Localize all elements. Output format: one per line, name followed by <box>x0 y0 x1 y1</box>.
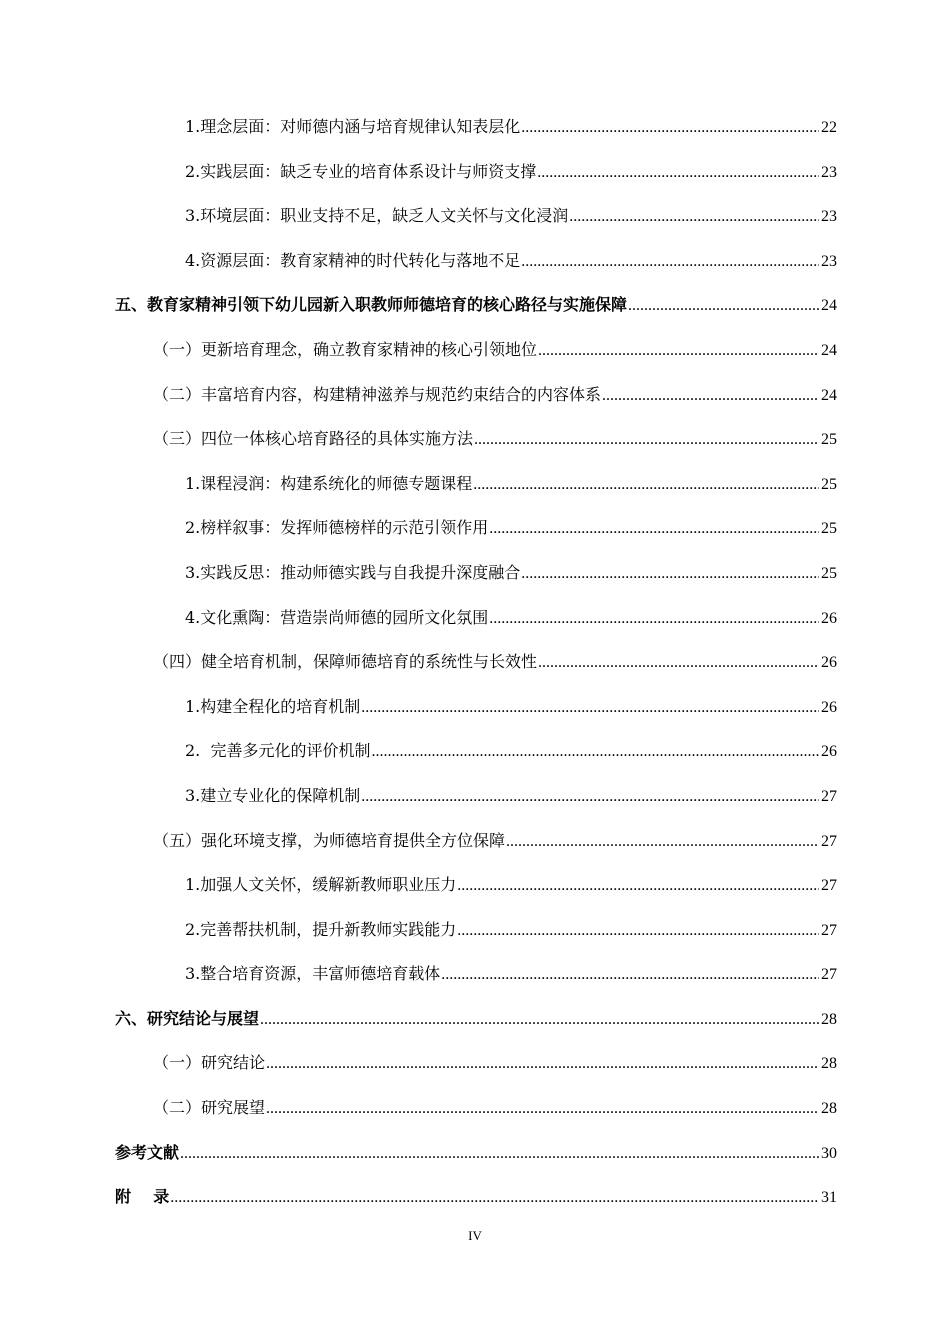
dot-leader <box>170 1175 819 1221</box>
toc-entry-title: （三）四位一体核心培育路径的具体实施方法 <box>153 429 474 449</box>
toc-entry[interactable] <box>115 328 837 373</box>
toc-entry-page: 27 <box>821 877 837 895</box>
dot-leader <box>473 462 819 508</box>
toc-chapter-entry[interactable] <box>115 1175 837 1220</box>
toc-entry-title: （四）健全培育机制，保障师德培育的系统性与长效性 <box>153 652 538 672</box>
toc-entry-page: 23 <box>821 163 837 181</box>
toc-entry[interactable] <box>115 462 837 507</box>
toc-entry-title: 附 录 <box>115 1187 170 1207</box>
toc-entry-page: 24 <box>821 297 837 315</box>
dot-leader <box>628 283 819 329</box>
dot-leader <box>361 774 819 820</box>
toc-entry-title: 2.实践层面：缺乏专业的培育体系设计与师资支撑 <box>185 161 537 181</box>
toc-entry-page: 27 <box>821 832 837 850</box>
dot-leader <box>521 551 819 597</box>
toc-entry-title: 六、研究结论与展望 <box>115 1008 260 1028</box>
toc-entry[interactable] <box>115 908 837 953</box>
toc-chapter-entry[interactable] <box>115 997 837 1042</box>
toc-entry-title: 4.文化熏陶：营造崇尚师德的园所文化氛围 <box>185 607 489 627</box>
toc-entry-title: 参考文献 <box>115 1142 180 1162</box>
toc-entry[interactable] <box>115 506 837 551</box>
toc-entry[interactable] <box>115 150 837 195</box>
dot-leader <box>537 150 819 196</box>
toc-entry[interactable] <box>115 685 837 730</box>
toc-entry-page: 27 <box>821 921 837 939</box>
toc-entry-page: 25 <box>821 520 837 538</box>
toc-entry-page: 22 <box>821 119 837 136</box>
toc-entry[interactable] <box>115 194 837 239</box>
toc-entry[interactable] <box>115 105 837 150</box>
toc-entry[interactable] <box>115 640 837 685</box>
toc-entry-page: 25 <box>821 475 837 493</box>
toc-entry-page: 28 <box>821 1010 837 1028</box>
toc-entry-title: 五、教育家精神引领下幼儿园新入职教师师德培育的核心路径与实施保障 <box>115 295 628 315</box>
dot-leader <box>521 239 819 285</box>
toc-entry-title: 3.实践反思：推动师德实践与自我提升深度融合 <box>185 562 521 582</box>
toc-entry-title: 1.加强人文关怀，缓解新教师职业压力 <box>185 875 457 895</box>
toc-entry[interactable] <box>115 373 837 418</box>
toc-entry-page: 25 <box>821 564 837 582</box>
toc-entry-page: 30 <box>821 1144 837 1162</box>
toc-entry-title: （一）研究结论 <box>153 1053 266 1073</box>
toc-entry-title: （一）更新培育理念，确立教育家精神的核心引领地位 <box>153 339 538 359</box>
table-of-contents <box>115 105 837 1220</box>
dot-leader <box>569 194 819 240</box>
toc-entry[interactable] <box>115 819 837 864</box>
toc-entry[interactable] <box>115 239 837 284</box>
toc-entry-title: 3.环境层面：职业支持不足，缺乏人文关怀与文化浸润 <box>185 206 569 226</box>
toc-entry[interactable] <box>115 551 837 596</box>
toc-entry[interactable] <box>115 596 837 641</box>
toc-entry-page: 28 <box>821 1055 837 1073</box>
toc-entry[interactable] <box>115 1041 837 1086</box>
dot-leader <box>266 1041 819 1087</box>
dot-leader <box>457 908 819 954</box>
toc-entry-page: 31 <box>821 1189 837 1207</box>
dot-leader <box>489 596 819 642</box>
toc-entry-page: 23 <box>821 252 837 270</box>
toc-chapter-entry[interactable] <box>115 283 837 328</box>
toc-entry-title: 2. 完善多元化的评价机制 <box>185 741 371 761</box>
toc-entry-title: 3.建立专业化的保障机制 <box>185 785 361 805</box>
toc-entry[interactable] <box>115 774 837 819</box>
toc-entry-title: 3.整合培育资源，丰富师德培育载体 <box>185 964 441 984</box>
dot-leader <box>538 328 819 374</box>
dot-leader <box>260 997 819 1043</box>
toc-entry-title: （二）丰富培育内容，构建精神滋养与规范约束结合的内容体系 <box>153 384 602 404</box>
toc-entry-page: 26 <box>821 609 837 627</box>
toc-entry-page: 26 <box>821 698 837 716</box>
toc-entry-title: 1.构建全程化的培育机制 <box>185 696 361 716</box>
dot-leader <box>506 819 819 865</box>
dot-leader <box>474 417 819 463</box>
toc-entry-page: 27 <box>821 966 837 984</box>
toc-entry-title: （五）强化环境支撑，为师德培育提供全方位保障 <box>153 830 506 850</box>
dot-leader <box>441 952 819 998</box>
toc-entry-page: 24 <box>821 341 837 359</box>
toc-entry[interactable] <box>115 729 837 774</box>
toc-entry-page: 25 <box>821 431 837 449</box>
dot-leader <box>521 105 819 151</box>
toc-entry-page: 28 <box>821 1100 837 1118</box>
dot-leader <box>457 863 819 909</box>
toc-entry-page: 24 <box>821 386 837 404</box>
dot-leader <box>489 506 819 552</box>
toc-entry-page: 26 <box>821 743 837 761</box>
dot-leader <box>602 373 819 419</box>
toc-entry-page: 26 <box>821 654 837 672</box>
dot-leader <box>361 685 819 731</box>
toc-entry[interactable] <box>115 863 837 908</box>
toc-entry-title: （二）研究展望 <box>153 1098 266 1118</box>
toc-entry[interactable] <box>115 952 837 997</box>
toc-entry-title: 4.资源层面：教育家精神的时代转化与落地不足 <box>185 250 521 270</box>
dot-leader <box>371 729 819 775</box>
dot-leader <box>266 1086 819 1132</box>
toc-entry-title: 1.课程浸润：构建系统化的师德专题课程 <box>185 473 473 493</box>
toc-chapter-entry[interactable] <box>115 1131 837 1176</box>
toc-entry[interactable] <box>115 417 837 462</box>
toc-entry-title: 2.榜样叙事：发挥师德榜样的示范引领作用 <box>185 518 489 538</box>
toc-entry-title: 2.完善帮扶机制，提升新教师实践能力 <box>185 919 457 939</box>
toc-entry-page: 23 <box>821 208 837 226</box>
dot-leader <box>180 1131 819 1177</box>
page-number: IV <box>468 1228 482 1243</box>
toc-entry[interactable] <box>115 1086 837 1131</box>
toc-entry-page: 27 <box>821 787 837 805</box>
dot-leader <box>538 640 819 686</box>
toc-entry-title: 1.理念层面：对师德内涵与培育规律认知表层化 <box>185 117 521 136</box>
